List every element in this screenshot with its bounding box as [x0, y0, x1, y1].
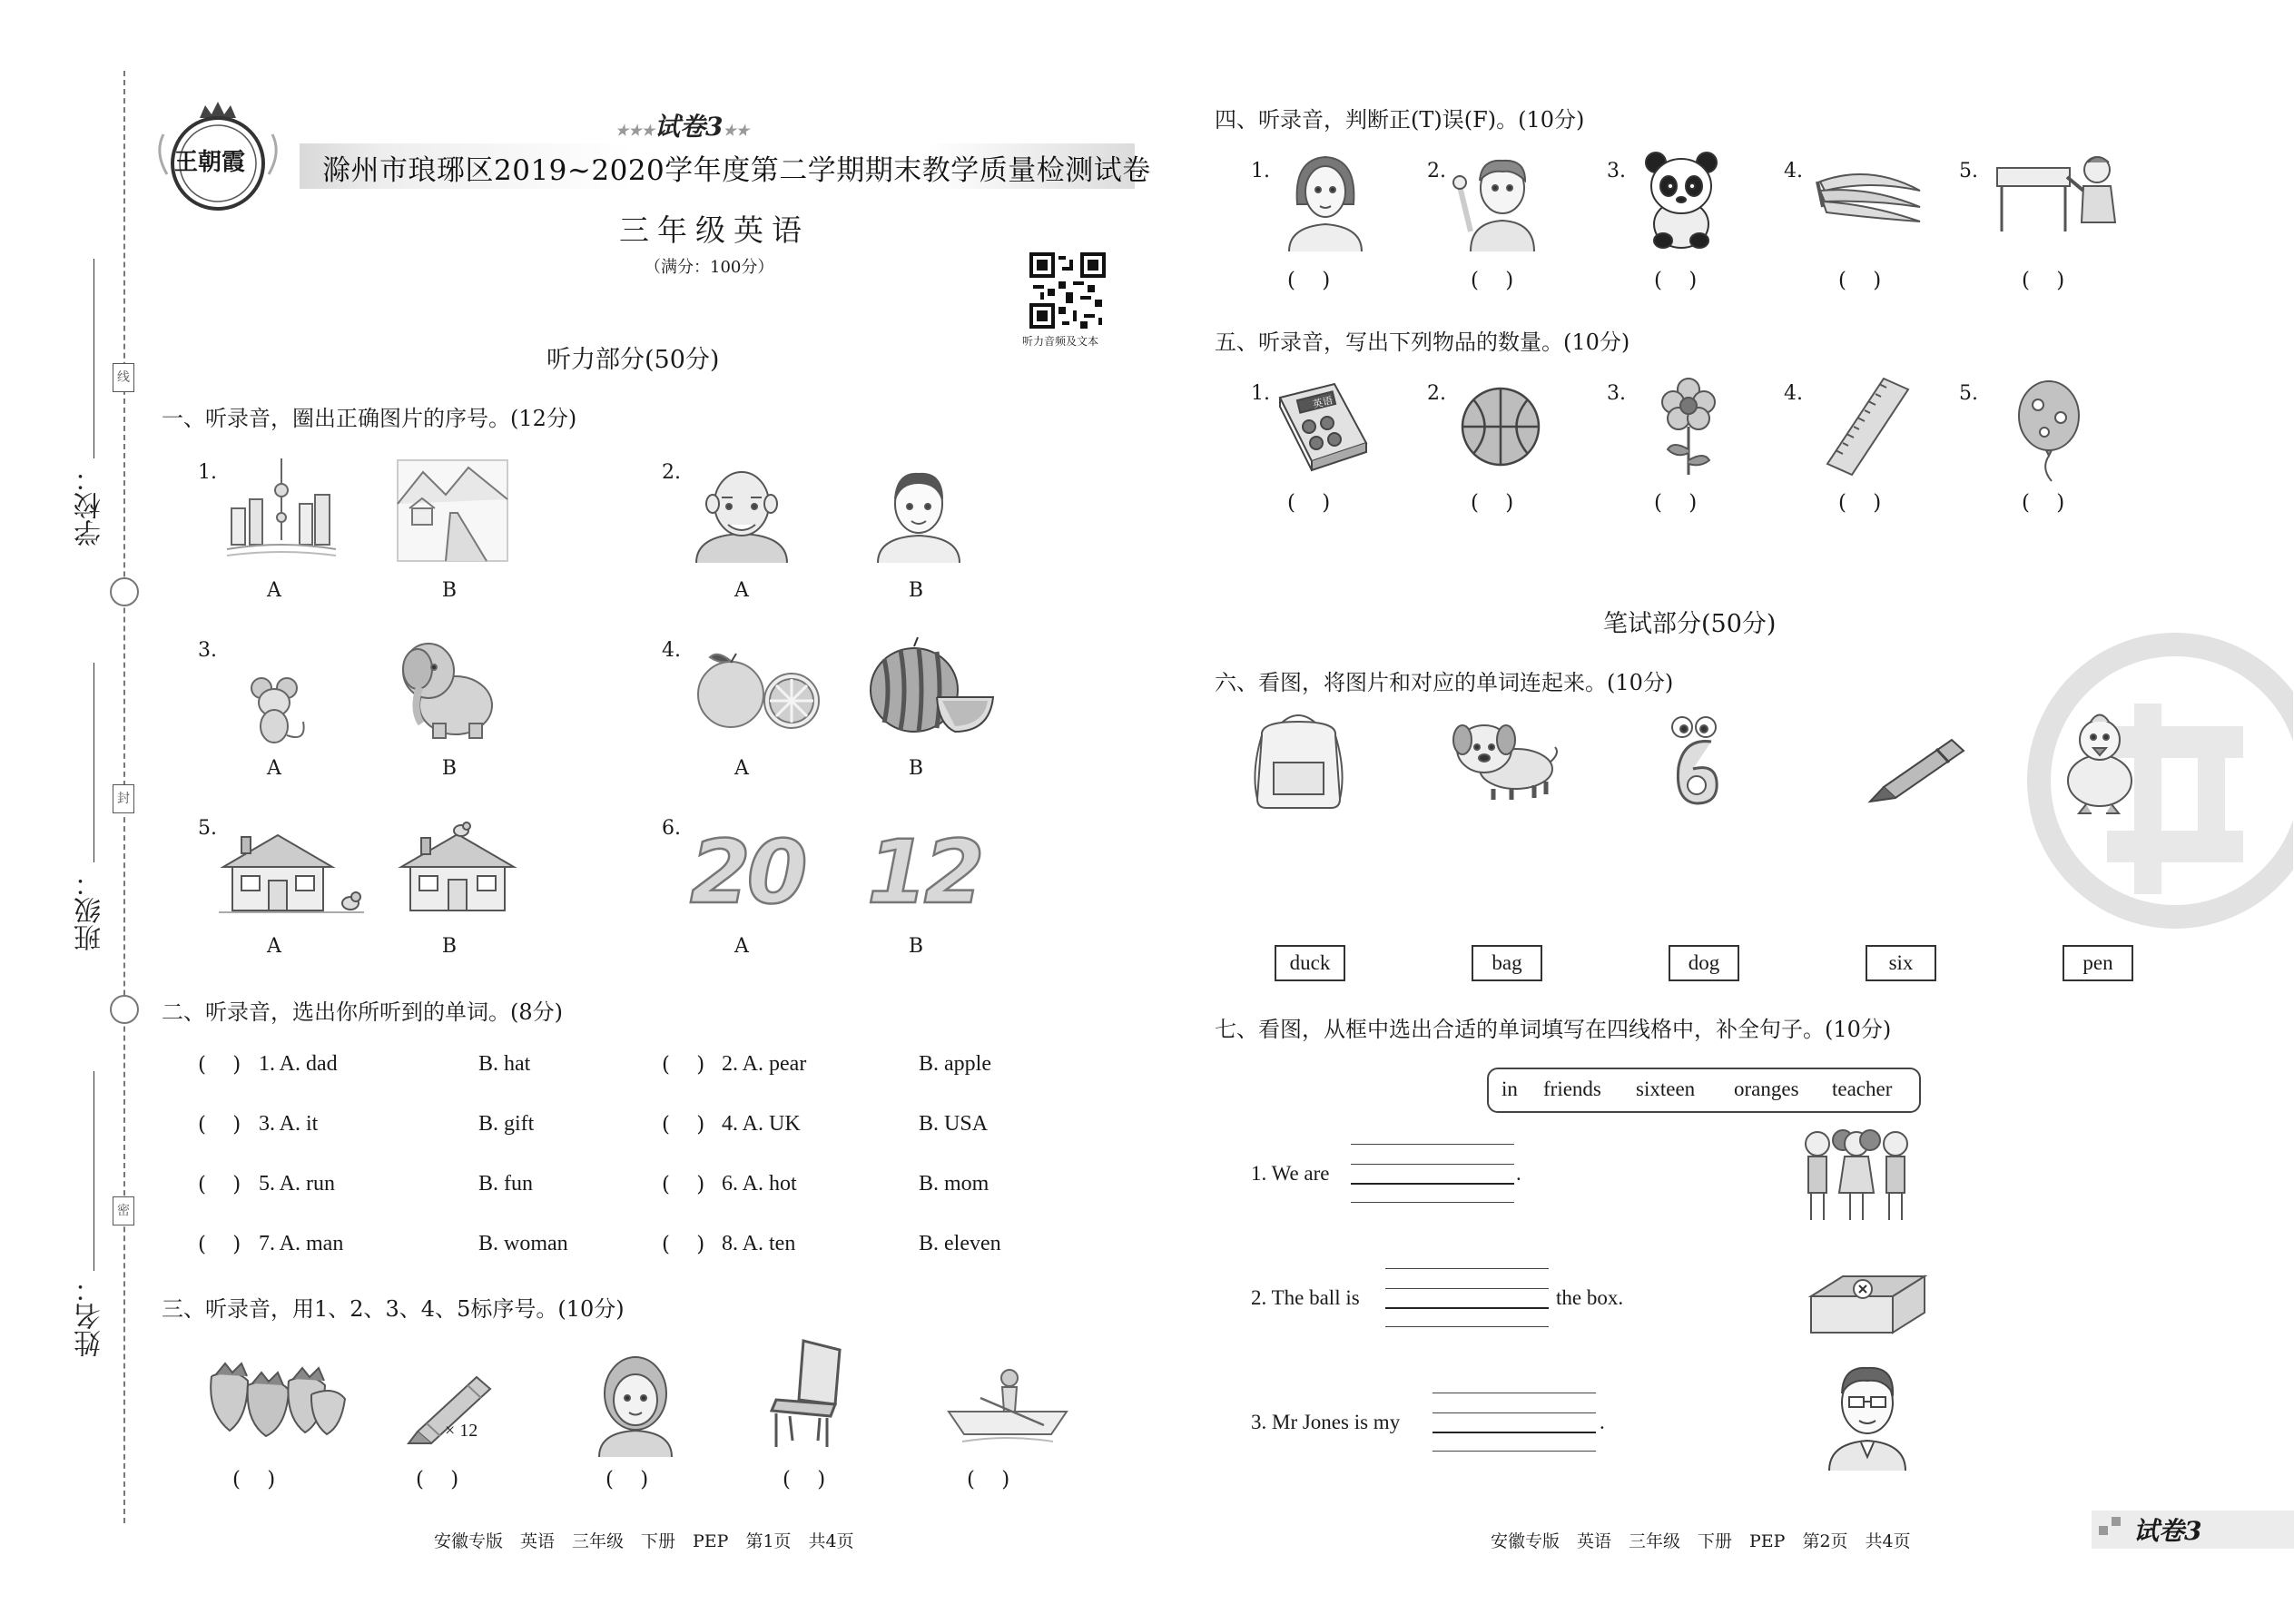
male-teacher-icon [1825, 1357, 1911, 1471]
footer-right: 安徽专版 英语 三年级 下册 PEP 第2页 共4页 [1491, 1531, 1911, 1551]
footer-left: 安徽专版 英语 三年级 下册 PEP 第1页 共4页 [434, 1531, 854, 1551]
q3-answer-blank[interactable]: ( ) [783, 1468, 826, 1491]
oranges-icon [690, 645, 826, 735]
q2-option-b[interactable]: B. woman [478, 1232, 568, 1255]
basketball-icon [1460, 386, 1541, 468]
q7-sentence-3-end: . [1600, 1411, 1605, 1433]
word-card-duck[interactable]: duck [1275, 945, 1345, 981]
house-with-bird-on-ground-icon [214, 826, 369, 917]
q2-answer-blank[interactable]: ( ) [198, 1053, 241, 1077]
mouse-icon [241, 672, 314, 749]
q1-item-num: 1. [198, 461, 217, 484]
q2-option-a[interactable]: 6. A. hot [722, 1172, 797, 1196]
publisher-logo [154, 98, 281, 216]
qr-code[interactable] [1029, 252, 1106, 329]
written-heading: 笔试部分(50分) [1603, 610, 1777, 638]
q5-answer-blank[interactable]: ( ) [2022, 491, 2065, 515]
city-skyline-icon [222, 454, 340, 563]
pen-icon [1866, 731, 1970, 803]
elephant-icon [392, 633, 501, 742]
q7-writing-lines[interactable] [1433, 1393, 1596, 1452]
q2-option-a[interactable]: 5. A. run [259, 1172, 335, 1196]
q2-answer-blank[interactable]: ( ) [662, 1173, 705, 1196]
watermelon-icon [864, 634, 996, 738]
q2-option-a[interactable]: 2. A. pear [722, 1052, 807, 1076]
q5-answer-blank[interactable]: ( ) [1287, 491, 1331, 515]
paper-tag: ★★★试卷3★★ [615, 112, 750, 142]
q2-option-b[interactable]: B. apple [919, 1052, 991, 1076]
q7-sentence-1-start: 1. We are [1251, 1162, 1330, 1185]
q4-answer-blank[interactable]: ( ) [1287, 269, 1331, 292]
q4-answer-blank[interactable]: ( ) [1654, 269, 1698, 292]
bag-icon [1251, 708, 1346, 812]
book-icon [1271, 379, 1371, 475]
woman-icon [1285, 150, 1366, 251]
q4-item-num: 4. [1784, 160, 1803, 182]
q2-option-b[interactable]: B. mom [919, 1172, 989, 1196]
q1-option-a-label[interactable]: A [734, 935, 749, 958]
word-bank-item: sixteen [1636, 1078, 1696, 1100]
q4-answer-blank[interactable]: ( ) [2022, 269, 2065, 292]
q2-option-a[interactable]: 8. A. ten [722, 1232, 796, 1255]
q2-option-b[interactable]: B. USA [919, 1112, 989, 1136]
bananas-icon [1816, 154, 1925, 236]
q1-item-num: 2. [662, 461, 681, 484]
word-card-bag[interactable]: bag [1472, 945, 1542, 981]
q1-option-b-label[interactable]: B [908, 579, 924, 602]
number-twelve: 12 [867, 822, 981, 923]
qr-caption: 听力音频及文本 [1022, 335, 1099, 348]
q1-item-num: 4. [662, 639, 681, 662]
dog-icon [1448, 713, 1561, 803]
house-with-bird-on-roof-icon [394, 822, 521, 917]
q3-title: 三、听录音，用1、2、3、4、5标序号。(10分) [162, 1296, 625, 1322]
q5-answer-blank[interactable]: ( ) [1654, 491, 1698, 515]
q1-option-b-label[interactable]: B [441, 757, 458, 780]
binding-hole [110, 577, 139, 606]
q1-option-b-label[interactable]: B [441, 579, 458, 602]
q4-item-num: 3. [1607, 160, 1626, 182]
seal-char-feng: 封 [113, 784, 134, 813]
q5-item-num: 3. [1607, 382, 1626, 405]
chair-icon [767, 1336, 849, 1450]
seal-char-xian: 线 [113, 363, 134, 392]
q5-answer-blank[interactable]: ( ) [1838, 491, 1882, 515]
q2-option-a[interactable]: 7. A. man [259, 1232, 344, 1255]
subject-title: 三年级英语 [619, 212, 810, 248]
strawberries-icon [198, 1349, 352, 1440]
q7-writing-lines[interactable] [1385, 1268, 1549, 1328]
q2-answer-blank[interactable]: ( ) [198, 1233, 241, 1256]
q5-item-num: 1. [1251, 382, 1270, 405]
q2-answer-blank[interactable]: ( ) [662, 1053, 705, 1077]
exam-title: 滁州市琅琊区2019~2020学年度第二学期期末教学质量检测试卷 [322, 154, 1151, 187]
word-bank-item: oranges [1734, 1078, 1799, 1100]
q1-item-num: 3. [198, 639, 217, 662]
woman-portrait-icon [595, 1353, 676, 1457]
corner-tag: 试卷3 [2133, 1516, 2202, 1546]
balloon-icon [2015, 379, 2083, 484]
q2-option-b[interactable]: B. hat [478, 1052, 531, 1076]
q4-title: 四、听录音，判断正(T)误(F)。(10分) [1215, 107, 1585, 133]
q1-option-b-label[interactable]: B [441, 935, 458, 958]
q3-answer-blank[interactable]: ( ) [232, 1468, 276, 1491]
q2-answer-blank[interactable]: ( ) [662, 1113, 705, 1137]
q3-answer-blank[interactable]: ( ) [416, 1468, 459, 1491]
mountain-road-icon [396, 458, 509, 563]
logo-text: 王朝霞 [174, 149, 246, 176]
name-label: 姓名： [74, 1275, 106, 1357]
box-with-ball-icon [1807, 1269, 1929, 1337]
q1-option-a-label[interactable]: A [267, 579, 281, 602]
boy-at-desk-icon [1993, 150, 2133, 236]
q4-item-num: 5. [1959, 160, 1978, 182]
q5-answer-blank[interactable]: ( ) [1471, 491, 1514, 515]
q1-option-a-label[interactable]: A [734, 579, 749, 602]
q1-option-a-label[interactable]: A [267, 935, 281, 958]
q3-answer-blank[interactable]: ( ) [605, 1468, 649, 1491]
q6-title: 六、看图，将图片和对应的单词连起来。(10分) [1215, 670, 1674, 695]
q5-title: 五、听录音，写出下列物品的数量。(10分) [1215, 330, 1630, 355]
full-score: （满分：100分） [645, 258, 774, 277]
q2-answer-blank[interactable]: ( ) [198, 1173, 241, 1196]
q7-sentence-2-start: 2. The ball is [1251, 1286, 1360, 1309]
q2-option-b[interactable]: B. gift [478, 1112, 535, 1136]
crayon-count-label: × 12 [445, 1421, 478, 1441]
q2-option-b[interactable]: B. fun [478, 1172, 533, 1196]
corner-tag-dot [2112, 1517, 2121, 1526]
flower-icon [1657, 377, 1720, 477]
word-bank-item: friends [1543, 1078, 1601, 1100]
binding-hole [110, 995, 139, 1024]
six-icon [1666, 713, 1725, 812]
q2-option-a[interactable]: 3. A. it [259, 1112, 319, 1136]
q1-item-num: 5. [198, 817, 217, 840]
q1-option-b-label[interactable]: B [908, 935, 924, 958]
ruler-icon [1825, 377, 1911, 477]
q2-option-a[interactable]: 1. A. dad [259, 1052, 338, 1076]
q4-item-num: 2. [1427, 160, 1446, 182]
q7-sentence-1-end: . [1516, 1162, 1521, 1185]
duck-icon [2059, 708, 2141, 817]
q7-sentence-3-start: 3. Mr Jones is my [1251, 1411, 1401, 1433]
children-icon [1797, 1126, 1915, 1225]
q2-answer-blank[interactable]: ( ) [662, 1233, 705, 1256]
q1-option-b-label[interactable]: B [908, 757, 924, 780]
q7-sentence-2-end: the box. [1556, 1286, 1624, 1309]
q2-answer-blank[interactable]: ( ) [198, 1113, 241, 1137]
school-label: 学校： [74, 465, 106, 546]
q7-title: 七、看图，从框中选出合适的单词填写在四线格中，补全句子。(10分) [1215, 1017, 1892, 1042]
q5-item-num: 2. [1427, 382, 1446, 405]
q4-item-num: 1. [1251, 160, 1270, 182]
q3-answer-blank[interactable]: ( ) [967, 1468, 1010, 1491]
q5-item-num: 5. [1959, 382, 1978, 405]
word-card-six[interactable]: six [1866, 945, 1936, 981]
word-bank-item: teacher [1832, 1078, 1893, 1100]
word-card-pen[interactable]: pen [2063, 945, 2133, 981]
seal-char-mi: 密 [113, 1196, 134, 1225]
q4-answer-blank[interactable]: ( ) [1471, 269, 1514, 292]
q4-answer-blank[interactable]: ( ) [1838, 269, 1882, 292]
word-bank-item: in [1501, 1078, 1518, 1100]
boating-girl-icon [944, 1362, 1071, 1448]
q2-option-b[interactable]: B. eleven [919, 1232, 1001, 1255]
panda-icon [1643, 150, 1720, 251]
grandpa-icon [687, 463, 796, 563]
book-label: 英语 [1311, 394, 1334, 411]
listening-heading: 听力部分(50分) [546, 346, 720, 374]
number-twenty: 20 [690, 822, 804, 923]
word-bank [1487, 1068, 1921, 1113]
word-card-dog[interactable]: dog [1669, 945, 1739, 981]
q2-title: 二、听录音，选出你所听到的单词。(8分) [162, 999, 563, 1025]
q1-option-a-label[interactable]: A [734, 757, 749, 780]
corner-tag-dot [2099, 1526, 2108, 1535]
q5-item-num: 4. [1784, 382, 1803, 405]
class-label: 班级： [74, 870, 106, 951]
q1-item-num: 6. [662, 817, 681, 840]
q2-option-a[interactable]: 4. A. UK [722, 1112, 801, 1136]
man-icon [873, 463, 964, 563]
q7-writing-lines[interactable] [1351, 1144, 1514, 1204]
boy-waving-icon [1452, 150, 1543, 251]
q1-option-a-label[interactable]: A [267, 757, 281, 780]
q1-title: 一、听录音，圈出正确图片的序号。(12分) [162, 406, 577, 431]
